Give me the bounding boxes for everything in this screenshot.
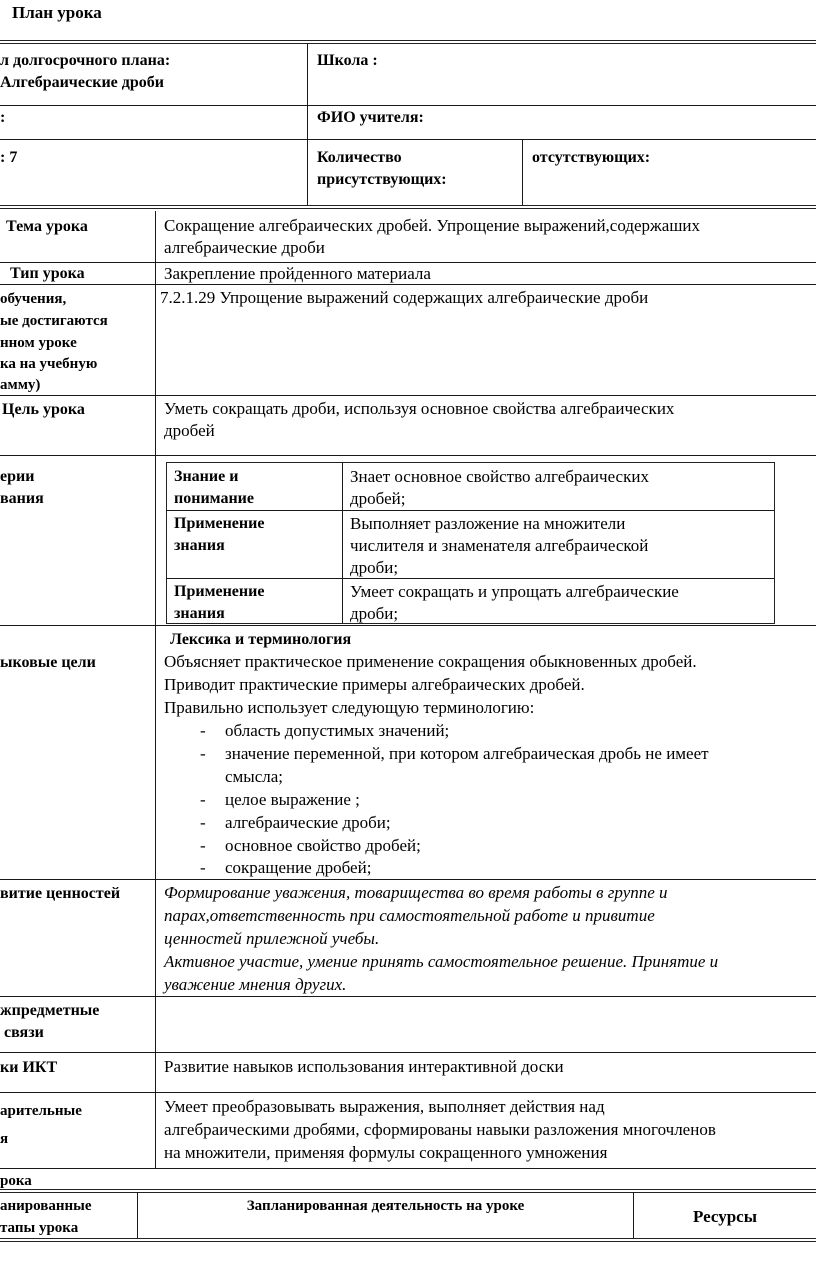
row-line-prior bbox=[0, 1092, 816, 1093]
criteria-val-1a: Знает основное свойство алгебраических bbox=[350, 467, 649, 486]
interdisc-label-1: жпредметные bbox=[0, 1002, 100, 1019]
present-label-1: Количество bbox=[317, 149, 402, 166]
header-divider-1 bbox=[0, 105, 816, 106]
school-label: Школа : bbox=[317, 52, 378, 69]
criteria-label-2: вания bbox=[0, 490, 44, 507]
row-line-language bbox=[0, 625, 816, 626]
language-line-3: Правильно использует следующую терминологию: bbox=[164, 698, 535, 717]
topic-value-2: алгебраические дроби bbox=[164, 238, 325, 257]
bullet-dash: - bbox=[200, 858, 206, 877]
header-top-border bbox=[0, 40, 816, 44]
term-2: значение переменной, при котором алгебраическая дробь не имеет bbox=[225, 744, 709, 763]
values-line-2: парах,ответственность при самостоятельной работе и привитие bbox=[164, 906, 655, 925]
criteria-col-divider bbox=[342, 462, 343, 623]
bullet-dash: - bbox=[200, 813, 206, 832]
topic-label: Тема урока bbox=[6, 218, 88, 235]
prior-value-2: алгебраическими дробями, сформированы навыки разложения многочленов bbox=[164, 1120, 716, 1139]
progress-col2-header: Запланированная деятельность на уроке bbox=[246, 1198, 525, 1214]
objectives-label-2: ые достигаются bbox=[0, 313, 108, 329]
criteria-val-2a: Выполняет разложение на множители bbox=[350, 514, 626, 533]
progress-col1-line1: анированные bbox=[0, 1198, 92, 1214]
present-label-2: присутствующих: bbox=[317, 171, 447, 188]
row-line-criteria bbox=[0, 455, 816, 456]
prior-value-1: Умеет преобразовывать выражения, выполняет действия над bbox=[164, 1097, 605, 1116]
progress-section-label: рока bbox=[0, 1173, 32, 1189]
topic-value-1: Сокращение алгебраических дробей. Упрощение выражений,содержаших bbox=[164, 216, 701, 235]
criteria-key-3a: Применение bbox=[174, 583, 265, 600]
progress-bottom-border bbox=[0, 1238, 816, 1242]
ict-value: Развитие навыков использования интерактивной доски bbox=[164, 1057, 564, 1076]
type-value: Закрепление пройденного материала bbox=[164, 264, 431, 283]
date-label: : bbox=[0, 109, 6, 126]
objectives-label-5: амму) bbox=[0, 377, 41, 393]
row-line-interdisc bbox=[0, 996, 816, 997]
prior-label-1: арительные bbox=[0, 1103, 82, 1119]
bullet-dash: - bbox=[200, 721, 206, 740]
term-4: алгебраические дроби; bbox=[225, 813, 391, 832]
interdisc-label-2: связи bbox=[4, 1024, 44, 1041]
absent-label: отсутствующих: bbox=[532, 149, 651, 166]
objectives-label-3: нном уроке bbox=[0, 335, 77, 351]
values-line-4: Активное участие, умение принять самостоятельное решение. Принятие и bbox=[164, 952, 719, 971]
criteria-val-3a: Умеет сокращать и упрощать алгебраические bbox=[350, 582, 679, 601]
main-col-divider bbox=[155, 211, 156, 1168]
values-line-3: ценностей прилежной учебы. bbox=[164, 929, 380, 948]
header-col-divider bbox=[307, 43, 308, 206]
bullet-dash: - bbox=[200, 744, 206, 763]
long-plan-value: Алгебраические дроби bbox=[0, 74, 164, 91]
criteria-val-1b: дробей; bbox=[350, 489, 406, 508]
objectives-label-1: обучения, bbox=[0, 291, 67, 307]
goal-label: Цель урока bbox=[2, 401, 85, 418]
criteria-row-line-2 bbox=[166, 578, 774, 579]
language-heading: Лексика и терминология bbox=[170, 631, 352, 648]
criteria-key-1a: Знание и bbox=[174, 468, 239, 485]
term-5: основное свойство дробей; bbox=[225, 836, 421, 855]
term-6: сокращение дробей; bbox=[225, 858, 372, 877]
prior-label-2: я bbox=[0, 1131, 9, 1147]
values-line-5: уважение мнения других. bbox=[164, 975, 347, 994]
language-line-2: Приводит практические примеры алгебраических дробей. bbox=[164, 675, 585, 694]
criteria-val-2b: числителя и знаменателя алгебраической bbox=[350, 536, 649, 555]
criteria-key-1b: понимание bbox=[174, 490, 254, 507]
row-line-goal bbox=[0, 395, 816, 396]
grade-label: : 7 bbox=[0, 149, 18, 166]
criteria-val-2c: дроби; bbox=[350, 558, 399, 577]
bullet-dash: - bbox=[200, 790, 206, 809]
objectives-value: 7.2.1.29 Упрощение выражений содержащих алгебраические дроби bbox=[160, 288, 649, 307]
long-plan-label: л долгосрочного плана: bbox=[0, 52, 171, 69]
teacher-label: ФИО учителя: bbox=[317, 109, 424, 126]
criteria-key-2b: знания bbox=[174, 537, 225, 554]
term-2-cont: смысла; bbox=[225, 767, 284, 786]
objectives-label-4: ка на учебную bbox=[0, 356, 98, 372]
criteria-label-1: ерии bbox=[0, 468, 35, 485]
values-label: витие ценностей bbox=[0, 885, 121, 902]
prior-value-3: на множители, применяя формулы сокращенного умножения bbox=[164, 1143, 608, 1162]
progress-top-border bbox=[0, 1189, 816, 1193]
progress-col3-header: Ресурсы bbox=[692, 1207, 757, 1226]
ict-label: ки ИКТ bbox=[0, 1059, 58, 1076]
type-label: Тип урока bbox=[10, 265, 85, 282]
language-label: ыковые цели bbox=[0, 654, 96, 671]
progress-col1-line2: тапы урока bbox=[0, 1220, 79, 1236]
term-3: целое выражение ; bbox=[225, 790, 360, 809]
doc-title: План урока bbox=[12, 3, 102, 22]
criteria-val-3b: дроби; bbox=[350, 604, 399, 623]
criteria-key-2a: Применение bbox=[174, 515, 265, 532]
criteria-key-3b: знания bbox=[174, 605, 225, 622]
language-line-1: Объясняет практическое применение сокращения обыкновенных дробей. bbox=[164, 652, 697, 671]
header-col-divider-2 bbox=[522, 140, 523, 206]
bullet-dash: - bbox=[200, 836, 206, 855]
header-bottom-border bbox=[0, 205, 816, 209]
row-line-values bbox=[0, 879, 816, 880]
header-divider-2 bbox=[0, 139, 816, 140]
criteria-row-line-1 bbox=[166, 510, 774, 511]
term-1: область допустимых значений; bbox=[225, 721, 450, 740]
row-line-end bbox=[0, 1168, 816, 1169]
row-line-ict bbox=[0, 1052, 816, 1053]
goal-value-1: Уметь сокращать дроби, используя основное свойства алгебраических bbox=[164, 399, 675, 418]
values-line-1: Формирование уважения, товарищества во время работы в группе и bbox=[164, 883, 668, 902]
goal-value-2: дробей bbox=[164, 421, 215, 440]
